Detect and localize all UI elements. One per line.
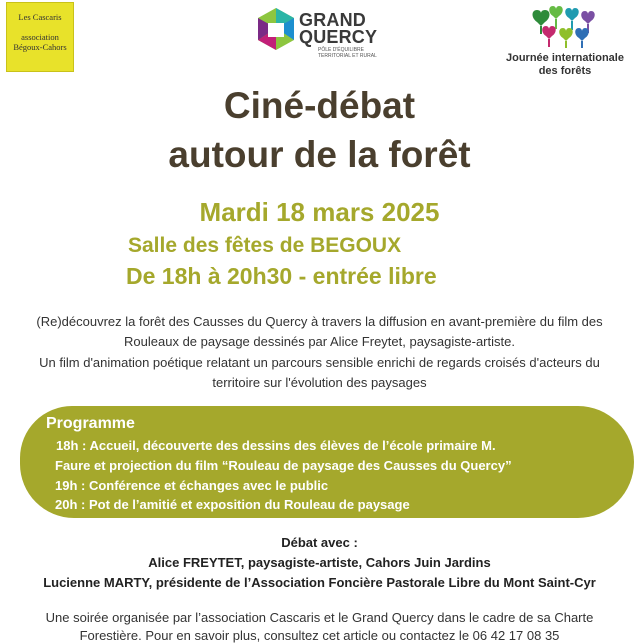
programme-line: Faure et projection du film “Rouleau de paysage des Causses du Quercy” xyxy=(55,458,512,473)
journee-forets-line2: des forêts xyxy=(538,65,592,77)
grand-quercy-logo xyxy=(254,6,394,58)
grand-quercy-name-line1: GRAND xyxy=(299,10,366,30)
description-p2-line2: territoire sur l'évolution des paysages xyxy=(212,375,427,390)
programme-line: 18h : Accueil, découverte des dessins des élèves de l’école primaire M. xyxy=(56,438,496,453)
grand-quercy-sub-line1: PÔLE D'ÉQUILIBRE xyxy=(318,47,364,53)
grand-quercy-subtitle xyxy=(318,47,377,59)
description-p2-line1: Un film d'animation poétique relatant un parcours sensible enrichi de regards croisés d'acteurs du xyxy=(39,355,600,370)
event-hours: De 18h à 20h30 - entrée libre xyxy=(126,263,437,289)
grand-quercy-hexagon-icon xyxy=(254,6,298,54)
programme-title: Programme xyxy=(46,415,135,432)
title-line1: Ciné-débat xyxy=(223,85,416,126)
title-line2: autour de la forêt xyxy=(168,134,471,175)
description-p1-line1: (Re)découvrez la forêt des Causses du Quercy à travers la diffusion en avant-première du film des xyxy=(36,314,603,329)
trees-icon xyxy=(529,4,601,50)
cascaris-logo-line3: Bégoux-Cahors xyxy=(13,42,67,53)
footer-line2: Forestière. Pour en savoir plus, consultez cet article ou contactez le 06 42 17 08 35 xyxy=(79,628,560,643)
cascaris-logo xyxy=(6,2,74,72)
programme-line: 20h : Pot de l’amitié et exposition du Rouleau de paysage xyxy=(55,497,410,512)
footer-line1: Une soirée organisée par l’association Cascaris et le Grand Quercy dans le cadre de sa Charte xyxy=(45,610,594,625)
cascaris-logo-line2: association xyxy=(21,31,59,42)
cascaris-logo-line1: Les Cascaris xyxy=(18,12,62,22)
programme-line: 19h : Conférence et échanges avec le public xyxy=(55,478,329,493)
journee-forets-logo xyxy=(500,4,630,76)
journee-forets-line1: Journée internationale xyxy=(506,52,624,64)
grand-quercy-name-line2: QUERCY xyxy=(299,27,378,47)
debat-heading: Débat avec : xyxy=(281,535,358,550)
event-place: Salle des fêtes de BEGOUX xyxy=(128,234,402,257)
description-p1-line2: Rouleaux de paysage dessinés par Alice Freytet, paysagiste-artiste. xyxy=(124,334,515,349)
programme-box xyxy=(20,406,634,518)
description-paragraph-1 xyxy=(10,312,629,352)
event-date: Mardi 18 mars 2025 xyxy=(199,197,440,227)
grand-quercy-name xyxy=(299,12,377,46)
journee-forets-text xyxy=(500,52,630,78)
debat-speaker-2: Lucienne MARTY, présidente de l’Association Foncière Pastorale Libre du Mont Saint-Cyr xyxy=(43,575,596,590)
grand-quercy-sub-line2: TERRITORIAL ET RURAL xyxy=(318,53,377,59)
debat-speaker-1: Alice FREYTET, paysagiste-artiste, Cahors Juin Jardins xyxy=(148,555,491,570)
description-paragraph-2 xyxy=(10,353,629,393)
